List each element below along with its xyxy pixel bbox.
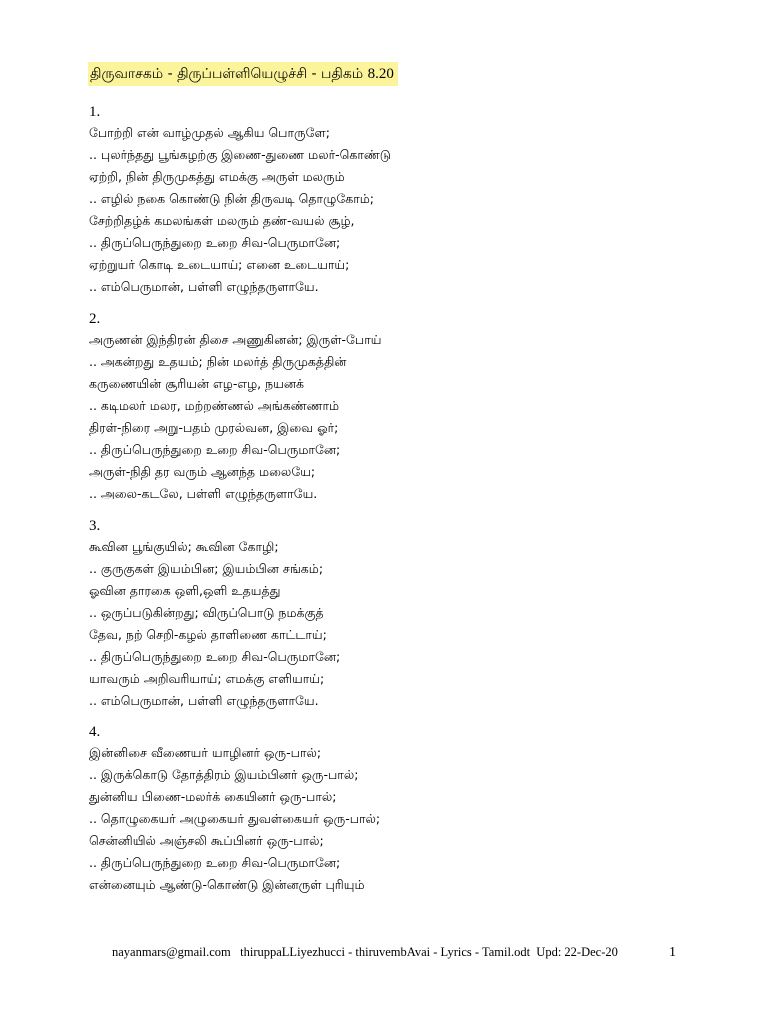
verse-line: .. அலை-கடலே, பள்ளி எழுந்தருளாயே.: [89, 486, 318, 501]
verse-line: கூவின பூங்குயில்; கூவின கோழி;: [89, 539, 279, 554]
verse-4: [89, 722, 729, 896]
verse-line: இன்னிசை வீணையர் யாழினர் ஒரு-பால்;: [89, 745, 322, 760]
title-text: திருவாசகம் - திருப்பள்ளியெழுச்சி - பதிகம்: [90, 66, 368, 82]
verse-line: .. எழில் நகை கொண்டு நின் திருவடி தொழுகோம்;: [89, 191, 375, 206]
verse-line: .. கடிமலர் மலர, மற்றண்ணல் அங்கண்ணாம்: [89, 398, 340, 413]
verse-number: 3.: [89, 518, 101, 534]
verse-2: [89, 309, 729, 505]
verse-line: என்னையும் ஆண்டு-கொண்டு இன்னருள் புரியும்: [89, 877, 365, 892]
page-title: [88, 62, 398, 86]
verse-line: ஓவின தாரகை ஒளி,ஒளி உதயத்து: [89, 583, 281, 598]
verse-line: .. இருக்கொடு தோத்திரம் இயம்பினர் ஒரு-பால்;: [89, 767, 359, 782]
verse-3: [89, 516, 729, 712]
title-number: 8.20: [367, 66, 394, 82]
verse-line: யாவரும் அறிவரியாய்; எமக்கு எளியாய்;: [89, 671, 325, 686]
verse-line: தேவ, நற் செறி-கழல் தாளிணை காட்டாய்;: [89, 627, 327, 642]
verse-line: சென்னியில் அஞ்சலி கூப்பினர் ஒரு-பால்;: [89, 833, 324, 848]
verse-1: [89, 102, 729, 298]
verse-line: திரள்-நிரை அறு-பதம் முரல்வன, இவை ஓர்;: [89, 420, 339, 435]
verse-line: துன்னிய பிணை-மலர்க் கையினர் ஒரு-பால்;: [89, 789, 337, 804]
verse-line: ஏற்றுயர் கொடி உடையாய்; எனை உடையாய்;: [89, 257, 350, 272]
verse-line: .. அகன்றது உதயம்; நின் மலர்த் திருமுகத்தின்: [89, 354, 347, 369]
verse-line: அருள்-நிதி தர வரும் ஆனந்த மலையே;: [89, 464, 316, 479]
page-number: 1: [669, 945, 676, 960]
verse-line: .. எம்பெருமான், பள்ளி எழுந்தருளாயே.: [89, 693, 319, 708]
verse-line: .. குருகுகள் இயம்பின; இயம்பின சங்கம்;: [89, 561, 324, 576]
verse-line: .. ஒருப்படுகின்றது; விருப்பொடு நமக்குத்: [89, 605, 324, 620]
page-footer: nayanmars@gmail.com thiruppaLLiyezhucci - thiruvembAvai - Lyrics - Tamil.odt Upd: 22-Dec-20: [112, 945, 618, 959]
verse-number: 2.: [89, 311, 101, 327]
verse-line: .. திருப்பெருந்துறை உறை சிவ-பெருமானே;: [89, 855, 341, 870]
verse-line: போற்றி என் வாழ்முதல் ஆகிய பொருளே;: [89, 125, 330, 140]
verse-line: ஏற்றி, நின் திருமுகத்து எமக்கு அருள் மலரும்: [89, 169, 345, 184]
verse-line: .. திருப்பெருந்துறை உறை சிவ-பெருமானே;: [89, 649, 341, 664]
verse-number: 1.: [89, 104, 101, 120]
verse-line: .. எம்பெருமான், பள்ளி எழுந்தருளாயே.: [89, 279, 319, 294]
verse-number: 4.: [89, 724, 101, 740]
verse-line: .. புலர்ந்தது பூங்கழற்கு இணை-துணை மலர்-கொண்டு: [89, 147, 391, 162]
verse-line: கருணையின் சூரியன் எழ-எழ, நயனக்: [89, 376, 304, 391]
verse-line: .. திருப்பெருந்துறை உறை சிவ-பெருமானே;: [89, 442, 341, 457]
verse-line: அருணன் இந்திரன் திசை அணுகினன்; இருள்-போய்: [89, 332, 382, 347]
verse-line: சேற்றிதழ்க் கமலங்கள் மலரும் தண்-வயல் சூழ்,: [89, 213, 355, 228]
verse-line: .. தொழுகையர் அழுகையர் துவள்கையர் ஒரு-பால்;: [89, 811, 381, 826]
verse-line: .. திருப்பெருந்துறை உறை சிவ-பெருமானே;: [89, 235, 341, 250]
